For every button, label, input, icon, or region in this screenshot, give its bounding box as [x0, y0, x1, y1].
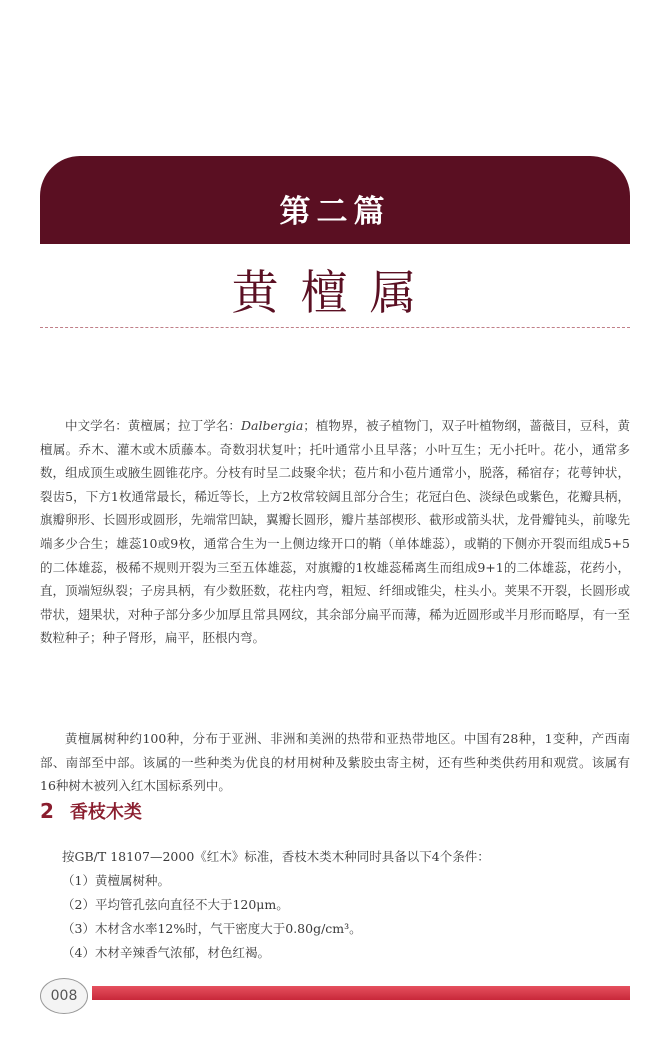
condition-item: （2）平均管孔弦向直径不大于120μm。 — [62, 897, 289, 912]
condition-item: （3）木材含水率12%时，气干密度大于0.80g/cm³。 — [62, 921, 362, 936]
latin-name: Dalbergia — [240, 418, 304, 433]
distribution-paragraph: 黄檀属树种约100种，分布于亚洲、非洲和美洲的热带和亚热带地区。中国有28种，1变种，产西南部、南部至中部。该属的一些种类为优良的材用树种及紫胶虫寄主树，还有些种类供药用和观赏。该属有16种树木被列入红木国标系列中。 — [40, 731, 630, 794]
part-title: 第二篇 — [279, 194, 391, 230]
condition-item: （4）木材辛辣香气浓郁，材色红褐。 — [62, 945, 270, 960]
conditions-list — [62, 845, 632, 965]
conditions-intro: 按GB/T 18107—2000《红木》标准，香枝木类木种同时具备以下4个条件： — [62, 849, 490, 864]
section-title: 香枝木类 — [69, 802, 142, 823]
footer-bar — [92, 986, 630, 1000]
intro-paragraph — [40, 414, 630, 650]
section-number: 2 — [40, 799, 54, 823]
intro-text-start: 中文学名：黄檀属；拉丁学名： — [65, 418, 241, 433]
intro-text-rest: ；植物界，被子植物门，双子叶植物纲，蔷薇目，豆科，黄檀属。乔木、灌木或木质藤本。奇数羽状复叶；托叶通常小且早落；小叶互生；无小托叶。花小，通常多数，组成顶生或腋生圆锥花序。分枝有时呈二歧聚伞状；苞片和小苞片通常小，脱落，稀宿存；花萼钟状，裂齿5，下方1枚通常最长，稀近等长，上方2枚常较阔且部分合生；花冠白色、淡绿色或紫色，花瓣具柄，旗瓣卵形、长圆形或圆形，先端常凹缺，翼瓣长圆形，瓣片基部楔形、截形或箭头状，龙骨瓣钝头，前喙先端多少合生；雄蕊10或9枚，通常合生为一上侧边缘开口的鞘（单体雄蕊），或鞘的下侧亦开裂而组成5+5的二体雄蕊，极稀不规则开裂为三至五体雄蕊，对旗瓣的1枚雄蕊稀离生而组成9+1的二体雄蕊，花药小，直，顶端短纵裂；子房具柄，有少数胚数，花柱内弯，粗短、纤细或锥尖，柱头小。荚果不开裂，长圆形或带状，翅果状，对种子部分多少加厚且常具网纹，其余部分扁平而薄，稀为近圆形或半月形而略厚，有一至数粒种子；种子肾形，扁平，胚根内弯。 — [40, 418, 630, 646]
dashed-divider — [40, 327, 630, 328]
section-heading — [40, 798, 142, 824]
condition-item: （1）黄檀属树种。 — [62, 873, 170, 888]
page-number: 008 — [40, 978, 88, 1014]
genus-title: 黄檀属 — [231, 266, 439, 321]
